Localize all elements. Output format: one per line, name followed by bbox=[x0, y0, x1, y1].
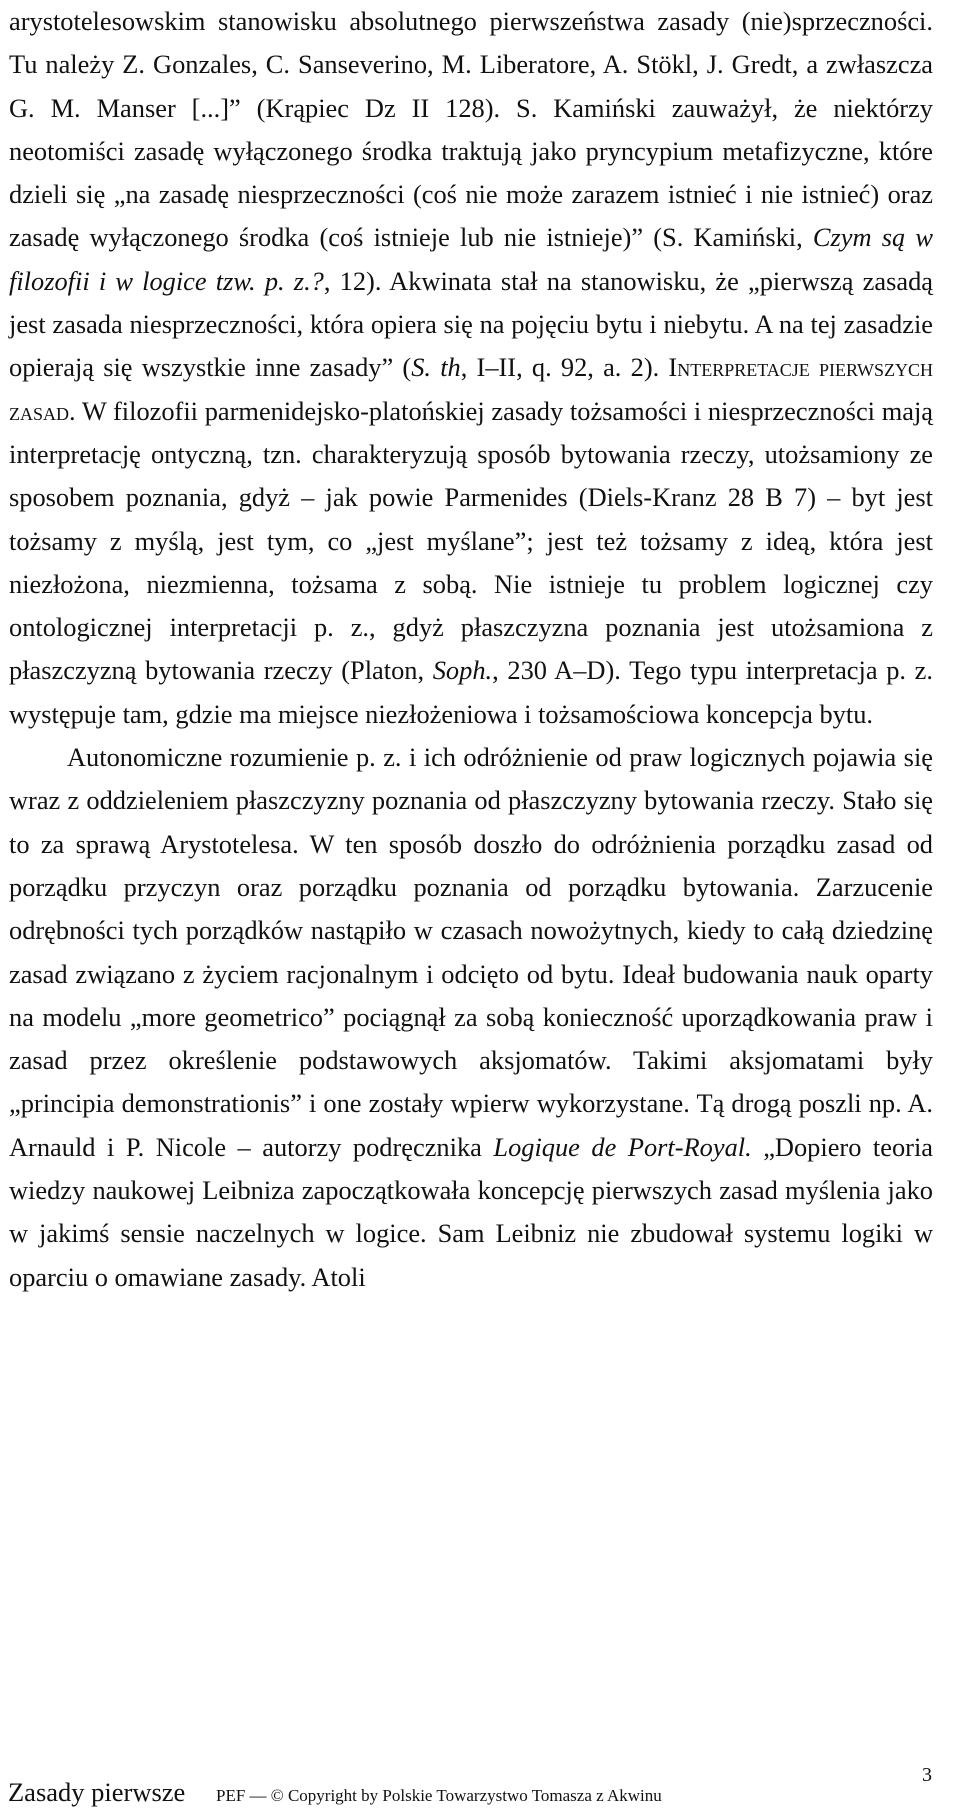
page-footer bbox=[8, 1764, 932, 1810]
footer-title: Zasady pierwsze bbox=[8, 1777, 186, 1807]
text-run: W filozofii parmenidejsko-platońskiej zasady tożsamości i niesprzeczności mają interpretację ontyczną, tzn. charakteryzują sposób bytowania rzeczy, utożsamiony ze sposobem poznania, gdyż – jak powie Parmenides (Diels-Kranz 28 B 7) – byt jest tożsamy z myślą, jest tym, co „jest myślane”; jest też tożsamy z ideą, która jest niezłożona, niezmienna, tożsama z sobą. Nie istnieje tu problem logicznej czy ontologicznej interpretacji p. z., gdyż płaszczyzna poznania jest utożsamiona z płaszczyzną bytowania rzeczy (Platon, bbox=[9, 395, 933, 686]
text-run: , 12). Akwinata stał na stanowisku, że „pierwszą zasadą jest zasada niesprzeczności, która opiera się na pojęciu bytu i niebytu. A na tej zasadzie opierają się wszystkie inne zasady” ( bbox=[9, 265, 933, 383]
footer-copyright: PEF — © Copyright by Polskie Towarzystwo Tomasza z Akwinu bbox=[216, 1786, 662, 1805]
page-number: 3 bbox=[922, 1764, 932, 1786]
italic-title: Czym są w filozofii i w logice tzw. p. z.? bbox=[9, 222, 933, 296]
paragraph-1 bbox=[9, 0, 933, 736]
text-run: arystotelesowskim stanowisku absolutnego pierwszeństwa zasady (nie)sprzeczności. Tu należy Z. Gonzales, C. Sanseverino, M. Liberatore, A. Stökl, J. Gredt, a zwłaszcza G. M. Manser [...]” (Krąpiec Dz II 128). S. Kamiński zauważył, że niektórzy neotomiści zasadę wyłączonego środka traktują jako pryncypium metafizyczne, które dzieli się „na zasadę niesprzeczności (coś nie może zarazem istnieć i nie istnieć) oraz zasadę wyłączonego środka (coś istnieje lub nie istnieje)” (S. Kamiński, bbox=[9, 6, 933, 253]
italic-abbreviation: S. th bbox=[411, 352, 461, 383]
text-run: , I–II, q. 92, a. 2). bbox=[460, 352, 660, 383]
body-text bbox=[9, 0, 933, 1299]
italic-abbreviation: Soph. bbox=[432, 655, 493, 686]
text-run: , 230 A–D). Tego typu interpretacja p. z. występuje tam, gdzie ma miejsce niezłożeniowa i tożsamościowa koncepcja bytu. bbox=[9, 655, 933, 729]
paragraph-2 bbox=[9, 736, 933, 1299]
section-heading: Interpretacje pierwszych zasad. bbox=[9, 352, 933, 426]
text-run: „Dopiero teoria wiedzy naukowej Leibniza zapoczątkowała koncepcję pierwszych zasad myślenia jako w jakimś sensie naczelnych w logice. Sam Leibniz nie zbudował systemu logiki w oparciu o omawiane zasady. Atoli bbox=[9, 1131, 933, 1292]
text-run: Autonomiczne rozumienie p. z. i ich odróżnienie od praw logicznych pojawia się wraz z oddzieleniem płaszczyzny poznania od płaszczyzny bytowania rzeczy. Stało się to za sprawą Arystotelesa. W ten sposób doszło do odróżnienia porządku zasad od porządku przyczyn oraz porządku poznania od porządku bytowania. Zarzucenie odrębności tych porządków nastąpiło w czasach nowożytnych, kiedy to całą dziedzinę zasad związano z życiem racjonalnym i odcięto od bytu. Ideał budowania nauk oparty na modelu „more geometrico” pociągnął za sobą konieczność uporządkowania praw i zasad przez określenie podstawowych aksjomatów. Takimi aksjomatami były „principia demonstrationis” i one zostały wpierw wykorzystane. Tą drogą poszli np. A. Arnauld i P. Nicole – autorzy podręcznika bbox=[9, 742, 933, 1162]
italic-title: Logique de Port-Royal. bbox=[493, 1131, 752, 1162]
